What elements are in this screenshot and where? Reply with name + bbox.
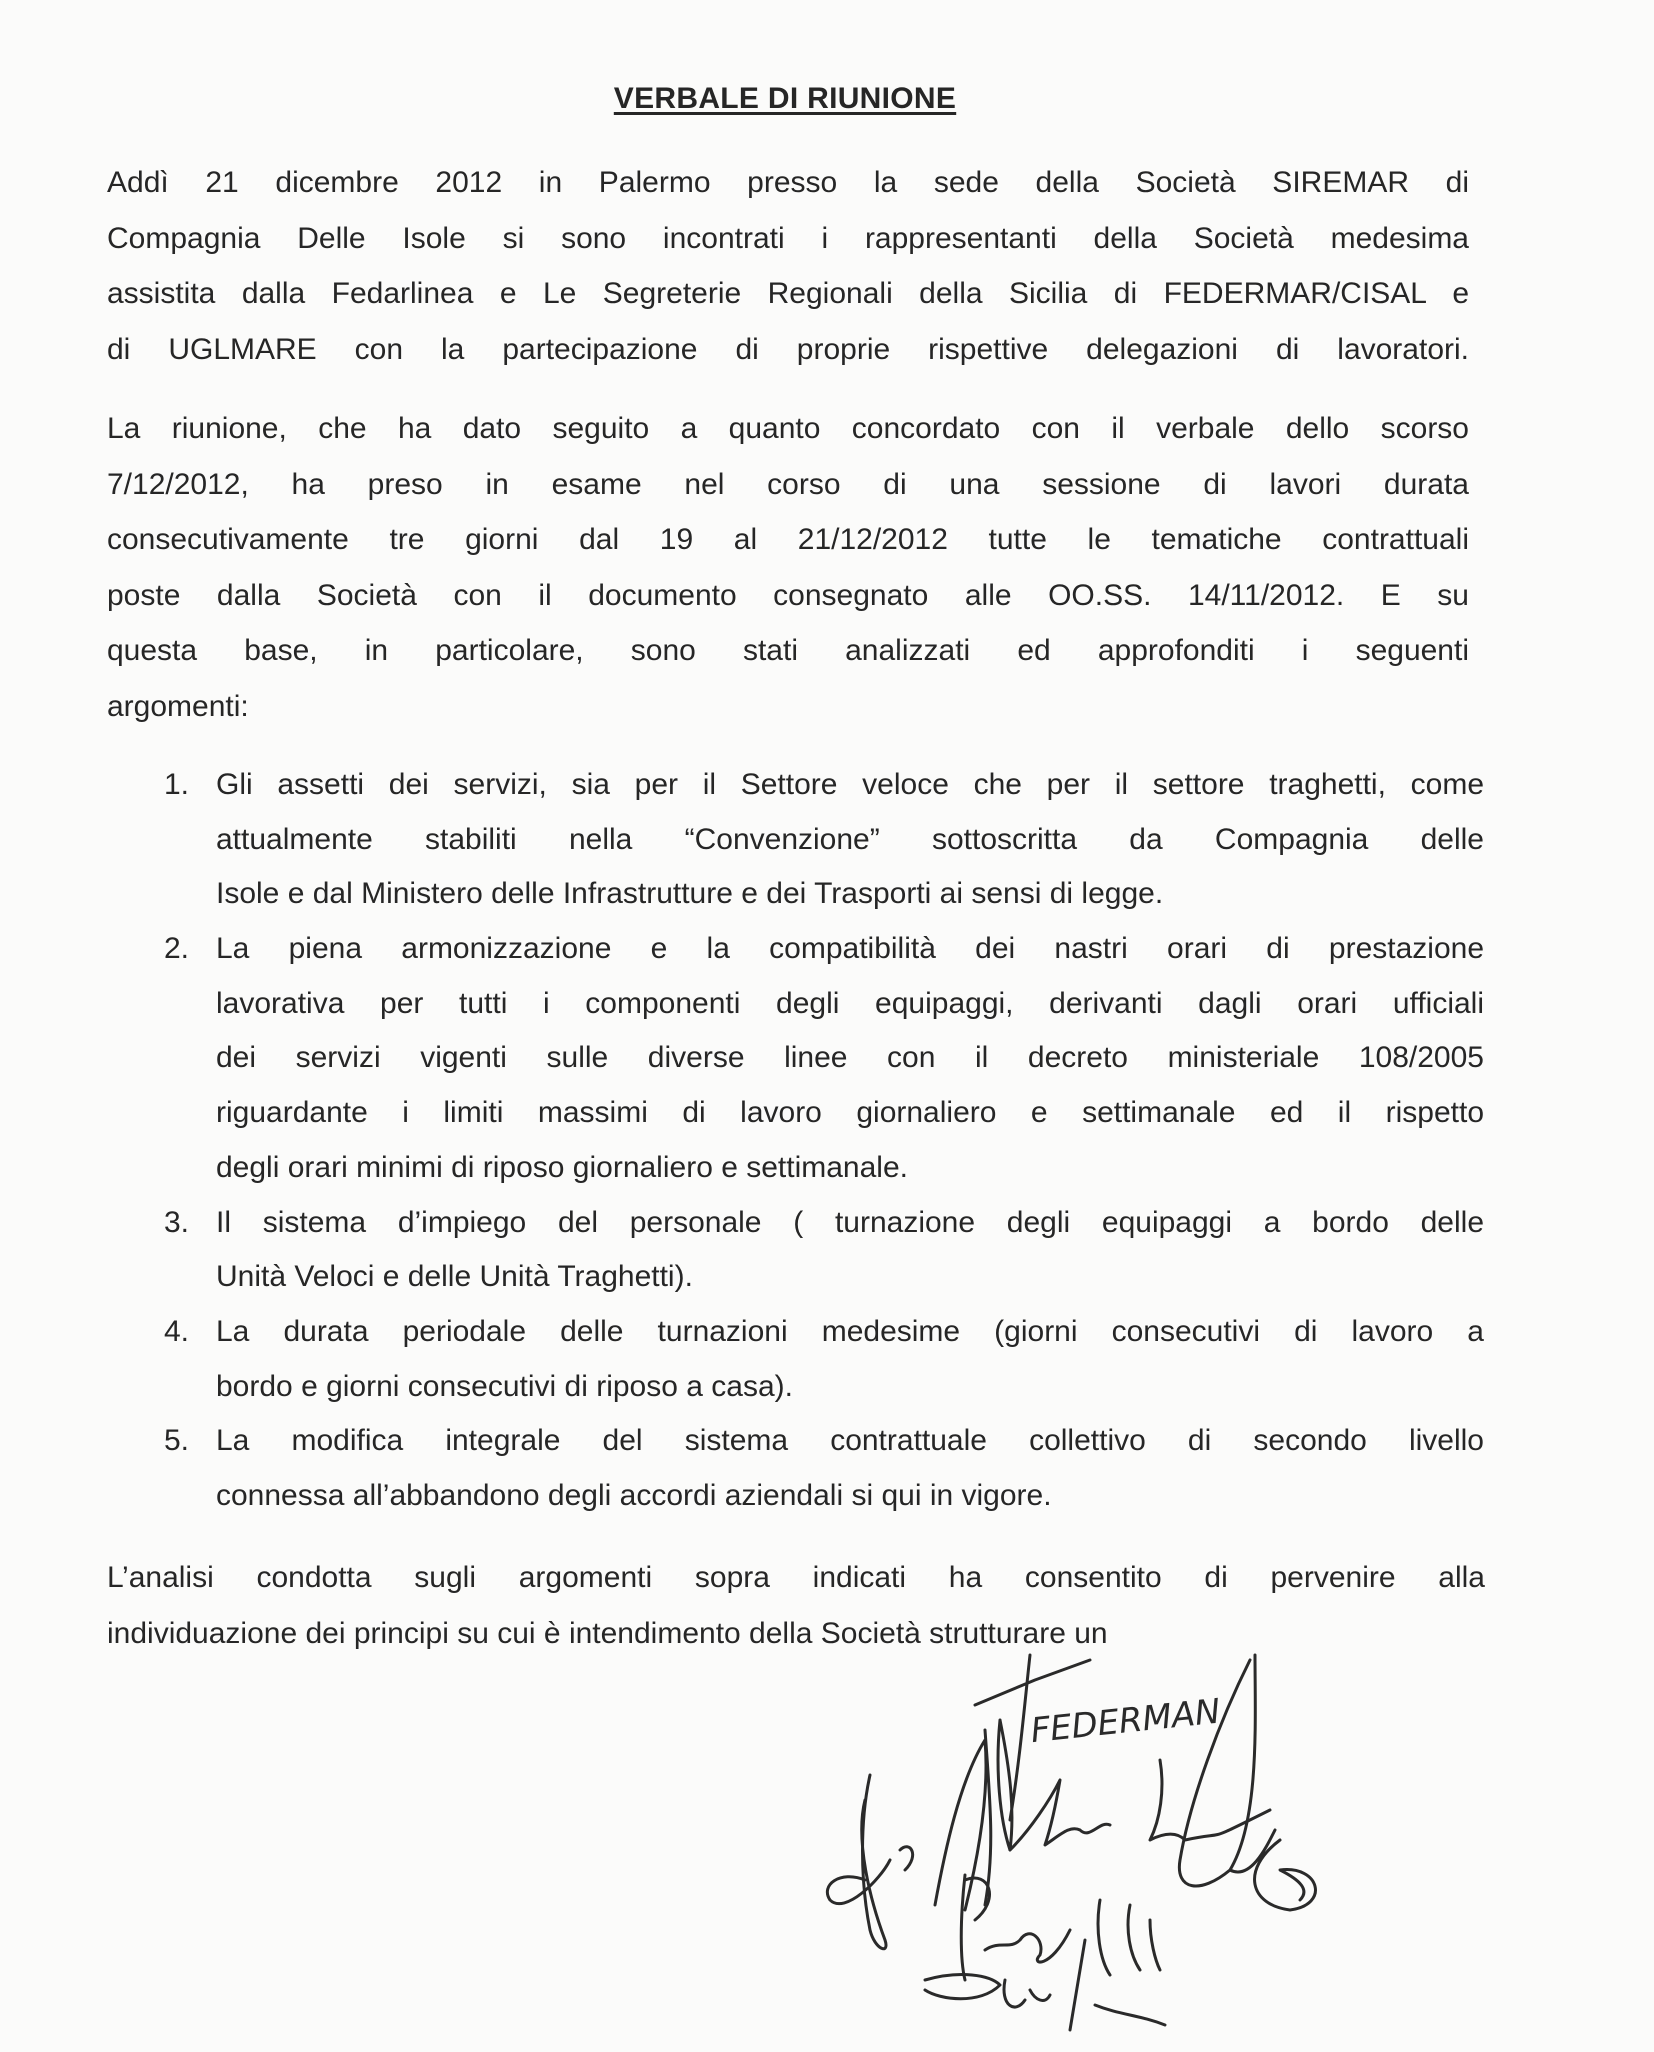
document-title: VERBALE DI RIUNIONE <box>613 82 957 115</box>
text-line: connessa all’abbandono degli accordi aziendali si qui in vigore. <box>216 1478 1052 1512</box>
item-number: 5. <box>164 1424 190 1458</box>
item-number: 1. <box>164 768 190 801</box>
text-line: degli orari minimi di riposo giornaliero e settimanale. <box>216 1150 908 1184</box>
text-line: La durata periodale delle turnazioni medesime (giorni consecutivi di lavoro a <box>216 1314 1484 1348</box>
text-line: questa base, in particolare, sono stati analizzati ed approfonditi i seguenti <box>107 634 1469 667</box>
text-line: La piena armonizzazione e la compatibilità dei nastri orari di prestazione <box>216 932 1484 966</box>
signature-5 <box>961 1875 1160 1980</box>
text-line: Gli assetti dei servizi, sia per il Settore veloce che per il settore traghetti, come <box>216 768 1484 801</box>
item-number: 3. <box>164 1205 190 1239</box>
text-line: lavorativa per tutti i componenti degli equipaggi, derivanti dagli orari ufficiali <box>216 986 1484 1020</box>
text-line: consecutivamente tre giorni dal 19 al 21/12/2012 tutte le tematiche contrattuali <box>107 523 1469 556</box>
text-line: bordo e giorni consecutivi di riposo a casa). <box>216 1369 793 1403</box>
text-line: La riunione, che ha dato seguito a quanto concordato con il verbale dello scorso <box>107 412 1469 445</box>
text-line: La modifica integrale del sistema contrattuale collettivo di secondo livello <box>216 1424 1484 1458</box>
text-line: individuazione dei principi su cui è intendimento della Società strutturare un <box>107 1616 1108 1650</box>
text-line: argomenti: <box>107 689 249 723</box>
text-line: di UGLMARE con la partecipazione di proprie rispettive delegazioni di lavoratori. <box>107 332 1469 366</box>
text-line: L’analisi condotta sugli argomenti sopra indicati ha consentito di pervenire alla <box>107 1561 1485 1594</box>
text-line: Il sistema d’impiego del personale ( turnazione degli equipaggi a bordo delle <box>216 1205 1484 1239</box>
text-line: Addì 21 dicembre 2012 in Palermo presso la sede della Società SIREMAR di <box>107 166 1469 199</box>
item-number: 4. <box>164 1314 190 1348</box>
text-line: poste dalla Società con il documento consegnato alle OO.SS. 14/11/2012. E su <box>107 578 1469 612</box>
signature-1 <box>827 1775 912 1949</box>
signature-federman: FEDERMAN <box>1028 1691 1223 1752</box>
text-line: 7/12/2012, ha preso in esame nel corso di una sessione di lavori durata <box>107 467 1469 501</box>
text-line: Isole e dal Ministero delle Infrastrutture e dei Trasporti ai sensi di legge. <box>216 877 1164 911</box>
item-number: 2. <box>164 932 190 966</box>
text-line: dei servizi vigenti sulle diverse linee con il decreto ministeriale 108/2005 <box>216 1041 1484 1075</box>
text-line: riguardante i limiti massimi di lavoro giornaliero e settimanale ed il rispetto <box>216 1096 1484 1130</box>
text-line: assistita dalla Fedarlinea e Le Segreterie Regionali della Sicilia di FEDERMAR/CISAL e <box>107 277 1469 310</box>
text-line: Unità Veloci e delle Unità Traghetti). <box>216 1260 693 1294</box>
signature-3 <box>1010 1760 1270 1850</box>
text-line: Compagnia Delle Isole si sono incontrati i rappresentanti della Società medesima <box>107 221 1469 255</box>
signature-2 <box>935 1655 1090 1910</box>
text-line: attualmente stabiliti nella “Convenzione” sottoscritta da Compagnia delle <box>216 822 1484 856</box>
